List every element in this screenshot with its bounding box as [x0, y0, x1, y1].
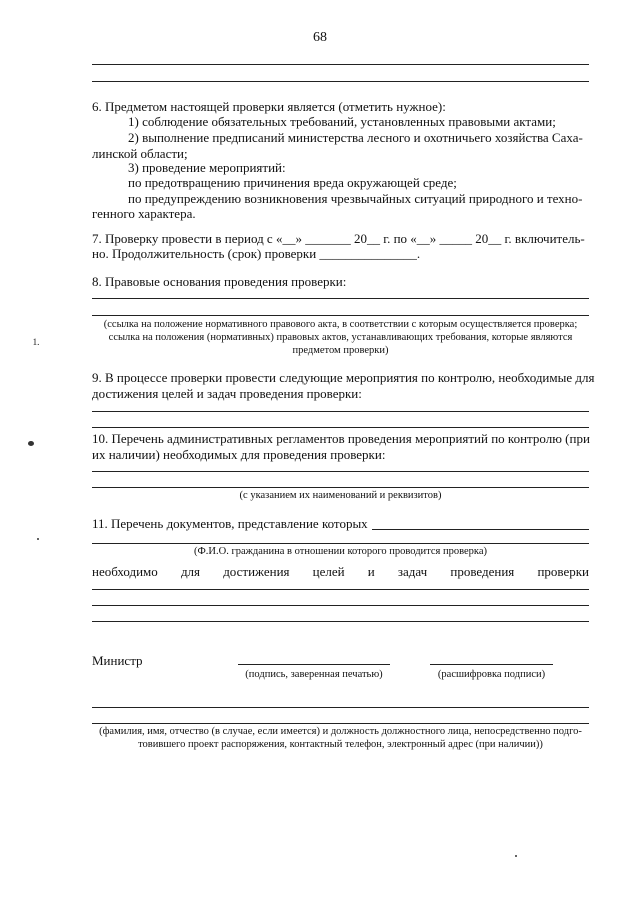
word-8: проверки [537, 564, 589, 579]
word-5: и [367, 564, 375, 579]
margin-mark: 1. [32, 337, 40, 347]
section8-note-line2: ссылка на положения (нормативных) правовых актов, устанавливающих требования, которые являются [108, 332, 573, 343]
section8-title: 8. Правовые основания проведения проверки: [92, 274, 347, 289]
header-line-2 [92, 81, 589, 82]
section6-title: 6. Предметом настоящей проверки является (отметить нужное): [92, 99, 446, 114]
section6-item2-line1: 2) выполнение предписаний министерства лесного и охотничьего хозяйства Саха- [128, 130, 583, 145]
word-2: для [180, 564, 201, 579]
section9-line1: 9. В процессе проверки провести следующие мероприятия по контролю, необходимые для [92, 370, 595, 385]
section11-justified-line [92, 564, 589, 580]
decode-note: (расшифровка подписи) [437, 669, 546, 680]
minister-label: Министр [92, 653, 143, 668]
scan-speck-2 [37, 538, 39, 540]
section11-fill-line-4 [92, 621, 589, 622]
section10-line2: их наличии) необходимых для проведения проверки: [92, 447, 386, 462]
section9-fill-line-1 [92, 411, 589, 412]
section7-line2: но. Продолжительность (срок) проверки _______________. [92, 246, 421, 261]
section11-fill-line-1 [92, 543, 589, 544]
section7-line1: 7. Проверку провести в период с «__» _______ 20__ г. по «__» _____ 20__ г. включитель- [92, 231, 585, 246]
word-1: необходимо [92, 564, 158, 579]
section10-fill-line-2 [92, 487, 589, 488]
footer-note-line2: товившего проект распоряжения, контактный телефон, электронный адрес (при наличии)) [138, 739, 543, 750]
section6-item3b-line1: по предупреждению возникновения чрезвычайных ситуаций природного и техно- [128, 191, 583, 206]
footer-fill-line-2 [92, 723, 589, 724]
section9-line2: достижения целей и задач проведения проверки: [92, 386, 362, 401]
word-3: достижения [223, 564, 290, 579]
section11-fill-line-3 [92, 605, 589, 606]
signature-note: (подпись, заверенная печатью) [245, 669, 383, 680]
section10-note: (с указанием их наименований и реквизитов) [239, 490, 442, 501]
section11-line1: 11. Перечень документов, представление которых [92, 516, 368, 531]
word-4: целей [312, 564, 345, 579]
scan-speck-1 [28, 441, 34, 446]
section8-fill-line-2 [92, 315, 589, 316]
page-number: 68 [313, 30, 327, 45]
section6-item3b-line2: генного характера. [92, 206, 196, 221]
footer-note-line1: (фамилия, имя, отчество (в случае, если имеется) и должность должностного лица, непосредственно подго- [99, 726, 582, 737]
section8-note-line1: (ссылка на положение нормативного правового акта, в соответствии с которым осуществляется проверка; [103, 319, 578, 330]
decode-line [430, 664, 553, 665]
section6-item3a: по предотвращению причинения вреда окружающей среде; [128, 175, 457, 190]
word-7: проведения [450, 564, 515, 579]
section11-fill-inline [372, 529, 589, 530]
section10-fill-line-1 [92, 471, 589, 472]
section6-item2-line2: линской области; [92, 146, 188, 161]
section9-fill-line-2 [92, 427, 589, 428]
header-line-1 [92, 64, 589, 65]
section11-note: (Ф.И.О. гражданина в отношении которого проводится проверка) [193, 546, 488, 557]
footer-fill-line-1 [92, 707, 589, 708]
section6-item1: 1) соблюдение обязательных требований, установленных правовыми актами; [128, 114, 556, 129]
section11-fill-line-2 [92, 589, 589, 590]
word-6: задач [397, 564, 428, 579]
section6-item3: 3) проведение мероприятий: [128, 160, 286, 175]
scan-speck-3 [515, 855, 517, 857]
section8-fill-line-1 [92, 298, 589, 299]
section8-note-line3: предметом проверки) [292, 345, 389, 356]
section10-line1: 10. Перечень административных регламентов проведения мероприятий по контролю (при [92, 431, 590, 446]
signature-line [238, 664, 390, 665]
